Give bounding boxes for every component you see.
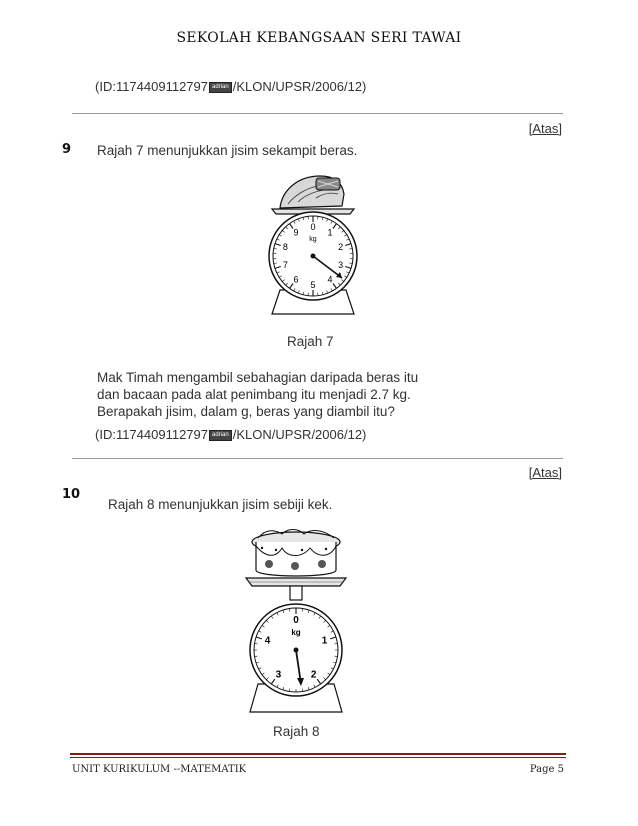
dial-number: 7 [282, 260, 288, 270]
question-id-line [95, 79, 366, 94]
paragraph-line: dan bacaan pada alat penimbang itu menjadi 2.7 kg. [97, 387, 411, 402]
dial-number: 2 [310, 669, 317, 681]
question-number: 10 [62, 487, 81, 502]
edit-tag[interactable]: adrian [209, 430, 232, 441]
dial-number: 1 [327, 227, 333, 238]
dial-number: 3 [275, 669, 282, 681]
scale-stem [290, 586, 302, 600]
dial-number: 0 [310, 222, 316, 232]
question-text: Rajah 7 menunjukkan jisim sekampit beras. [97, 143, 358, 158]
question-id-prefix: (ID:1174409112797 [95, 79, 209, 94]
atas-link[interactable]: [Atas] [528, 465, 562, 480]
dial-number: 3 [338, 260, 344, 270]
question-text: Rajah 8 menunjukkan jisim sebiji kek. [108, 497, 333, 512]
rice-scale-figure [258, 168, 368, 316]
dial-number: 2 [338, 242, 344, 252]
separator [72, 113, 563, 114]
cake-scale-figure [236, 526, 356, 714]
dial-number: 4 [264, 635, 271, 647]
question-paragraph [97, 369, 418, 420]
dial-center [294, 648, 299, 653]
dial-unit-label: kg [291, 628, 301, 637]
dial-number: 4 [327, 274, 333, 285]
figure-caption: Rajah 7 [287, 334, 334, 349]
dial-number: 0 [293, 615, 299, 626]
dial-number: 8 [282, 242, 288, 252]
question-number: 9 [62, 142, 72, 157]
question-id-suffix: /KLON/UPSR/2006/12) [232, 427, 367, 442]
paragraph-line: Mak Timah mengambil sebahagian daripada beras itu [97, 370, 419, 385]
dial-unit-label: kg [309, 236, 317, 243]
separator [72, 458, 563, 459]
question-id-suffix: /KLON/UPSR/2006/12) [232, 79, 367, 94]
cake-illustration [246, 530, 346, 587]
atas-link[interactable]: [Atas] [528, 121, 562, 136]
footer-rule [70, 753, 566, 755]
page-header-title: SEKOLAH KEBANGSAAN SERI TAWAI [176, 30, 462, 46]
dial-number: 6 [293, 274, 299, 285]
dial-number: 5 [310, 280, 316, 290]
edit-tag[interactable]: adrian [209, 82, 232, 93]
dial-number: 9 [293, 227, 299, 238]
question-id-prefix: (ID:1174409112797 [95, 427, 209, 442]
footer-rule [70, 757, 566, 758]
dial-number: 1 [321, 635, 328, 647]
dial-center [311, 254, 316, 259]
paragraph-line: Berapakah jisim, dalam g, beras yang diambil itu? [97, 404, 395, 419]
rice-sack-illustration [280, 176, 344, 208]
footer-unit-label: UNIT KURIKULUM --MATEMATIK [72, 764, 247, 775]
question-id-line [95, 427, 366, 442]
footer-page-number: Page 5 [529, 764, 564, 775]
figure-caption: Rajah 8 [273, 724, 320, 739]
